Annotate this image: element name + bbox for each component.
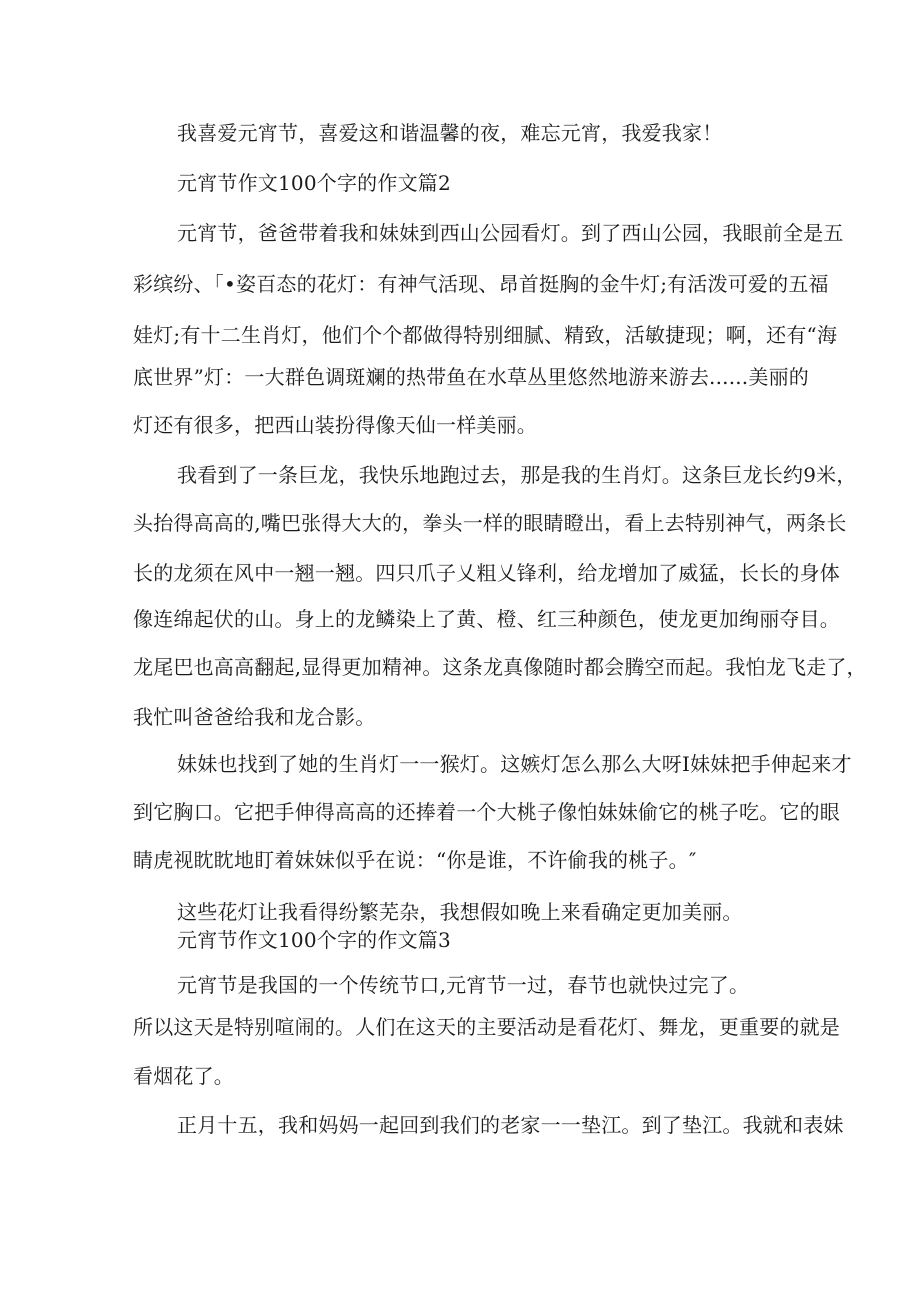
- paragraph-line: 长的龙须在风中一翘一翘。四只爪子乂粗乂锋利，给龙增加了威猛，长长的身体: [133, 561, 840, 585]
- paragraph-line: 元宵节是我国的一个传统节口,元宵节一过，春节也就快过完了。: [177, 973, 750, 997]
- paragraph-line: 我看到了一条巨龙，我快乐地跑过去，那是我的生肖灯。这条巨龙长约9米，: [177, 463, 857, 487]
- paragraph-line: 看烟花了。: [133, 1064, 234, 1088]
- paragraph-line: 彩缤纷、「•姿百态的花灯：有神气活现、昂首挺胸的金牛灯;有活泼可爱的五福: [133, 272, 829, 296]
- paragraph-line: 睛虎视眈眈地盯着妹妹似乎在说：“你是谁，不许偷我的桃子。″: [133, 848, 697, 872]
- paragraph-line: 所以这天是特别喧闹的。人们在这天的主要活动是看花灯、舞龙，更重要的就是: [133, 1015, 840, 1039]
- paragraph-line: 妹妹也找到了她的生肖灯一一猴灯。这嫉灯怎么那么大呀I妹妹把手伸起来才: [177, 752, 852, 776]
- paragraph-line: 底世界”灯：一大群色调斑斓的热带鱼在水草丛里悠然地游来游去......美丽的: [133, 365, 809, 389]
- paragraph-line: 头抬得高高的,嘴巴张得大大的，拳头一样的眼睛瞪出，看上去特别神气，两条长: [133, 511, 847, 535]
- section-heading: 元宵节作文100个字的作文篇2: [177, 171, 451, 195]
- paragraph-line: 正月十五，我和妈妈一起回到我们的老家一一垫江。到了垫江。我就和表妹: [177, 1113, 844, 1137]
- paragraph-line: 灯还有很多，把西山装扮得像天仙一样美丽。: [133, 413, 537, 437]
- paragraph-line: 我忙叫爸爸给我和龙合影。: [133, 705, 376, 729]
- paragraph-line: 我喜爱元宵节，喜爱这和谐温馨的夜，难忘元宵，我爱我家！: [177, 121, 723, 145]
- paragraph-line: 这些花灯让我看得纷繁芜杂，我想假如晚上来看确定更加美丽。: [177, 900, 743, 924]
- section-heading: 元宵节作文100个字的作文篇3: [177, 928, 451, 952]
- paragraph-line: 元宵节，爸爸带着我和妹妹到西山公园看灯。到了西山公园，我眼前全是五: [177, 221, 844, 245]
- paragraph-line: 像连绵起伏的山。身上的龙鳞染上了黄、橙、红三种颜色，使龙更加绚丽夺目。: [133, 607, 840, 631]
- paragraph-line: 龙尾巴也高高翻起,显得更加精神。这条龙真像随时都会腾空而起。我怕龙飞走了，: [133, 655, 867, 679]
- paragraph-line: 到它胸口。它把手伸得高高的还捧着一个大桃子像怕妹妹偷它的桃子吃。它的眼: [133, 800, 840, 824]
- paragraph-line: 娃灯;有十二生肖灯，他们个个都做得特别细腻、精致，活敏捷现；啊，还有“海: [133, 323, 838, 347]
